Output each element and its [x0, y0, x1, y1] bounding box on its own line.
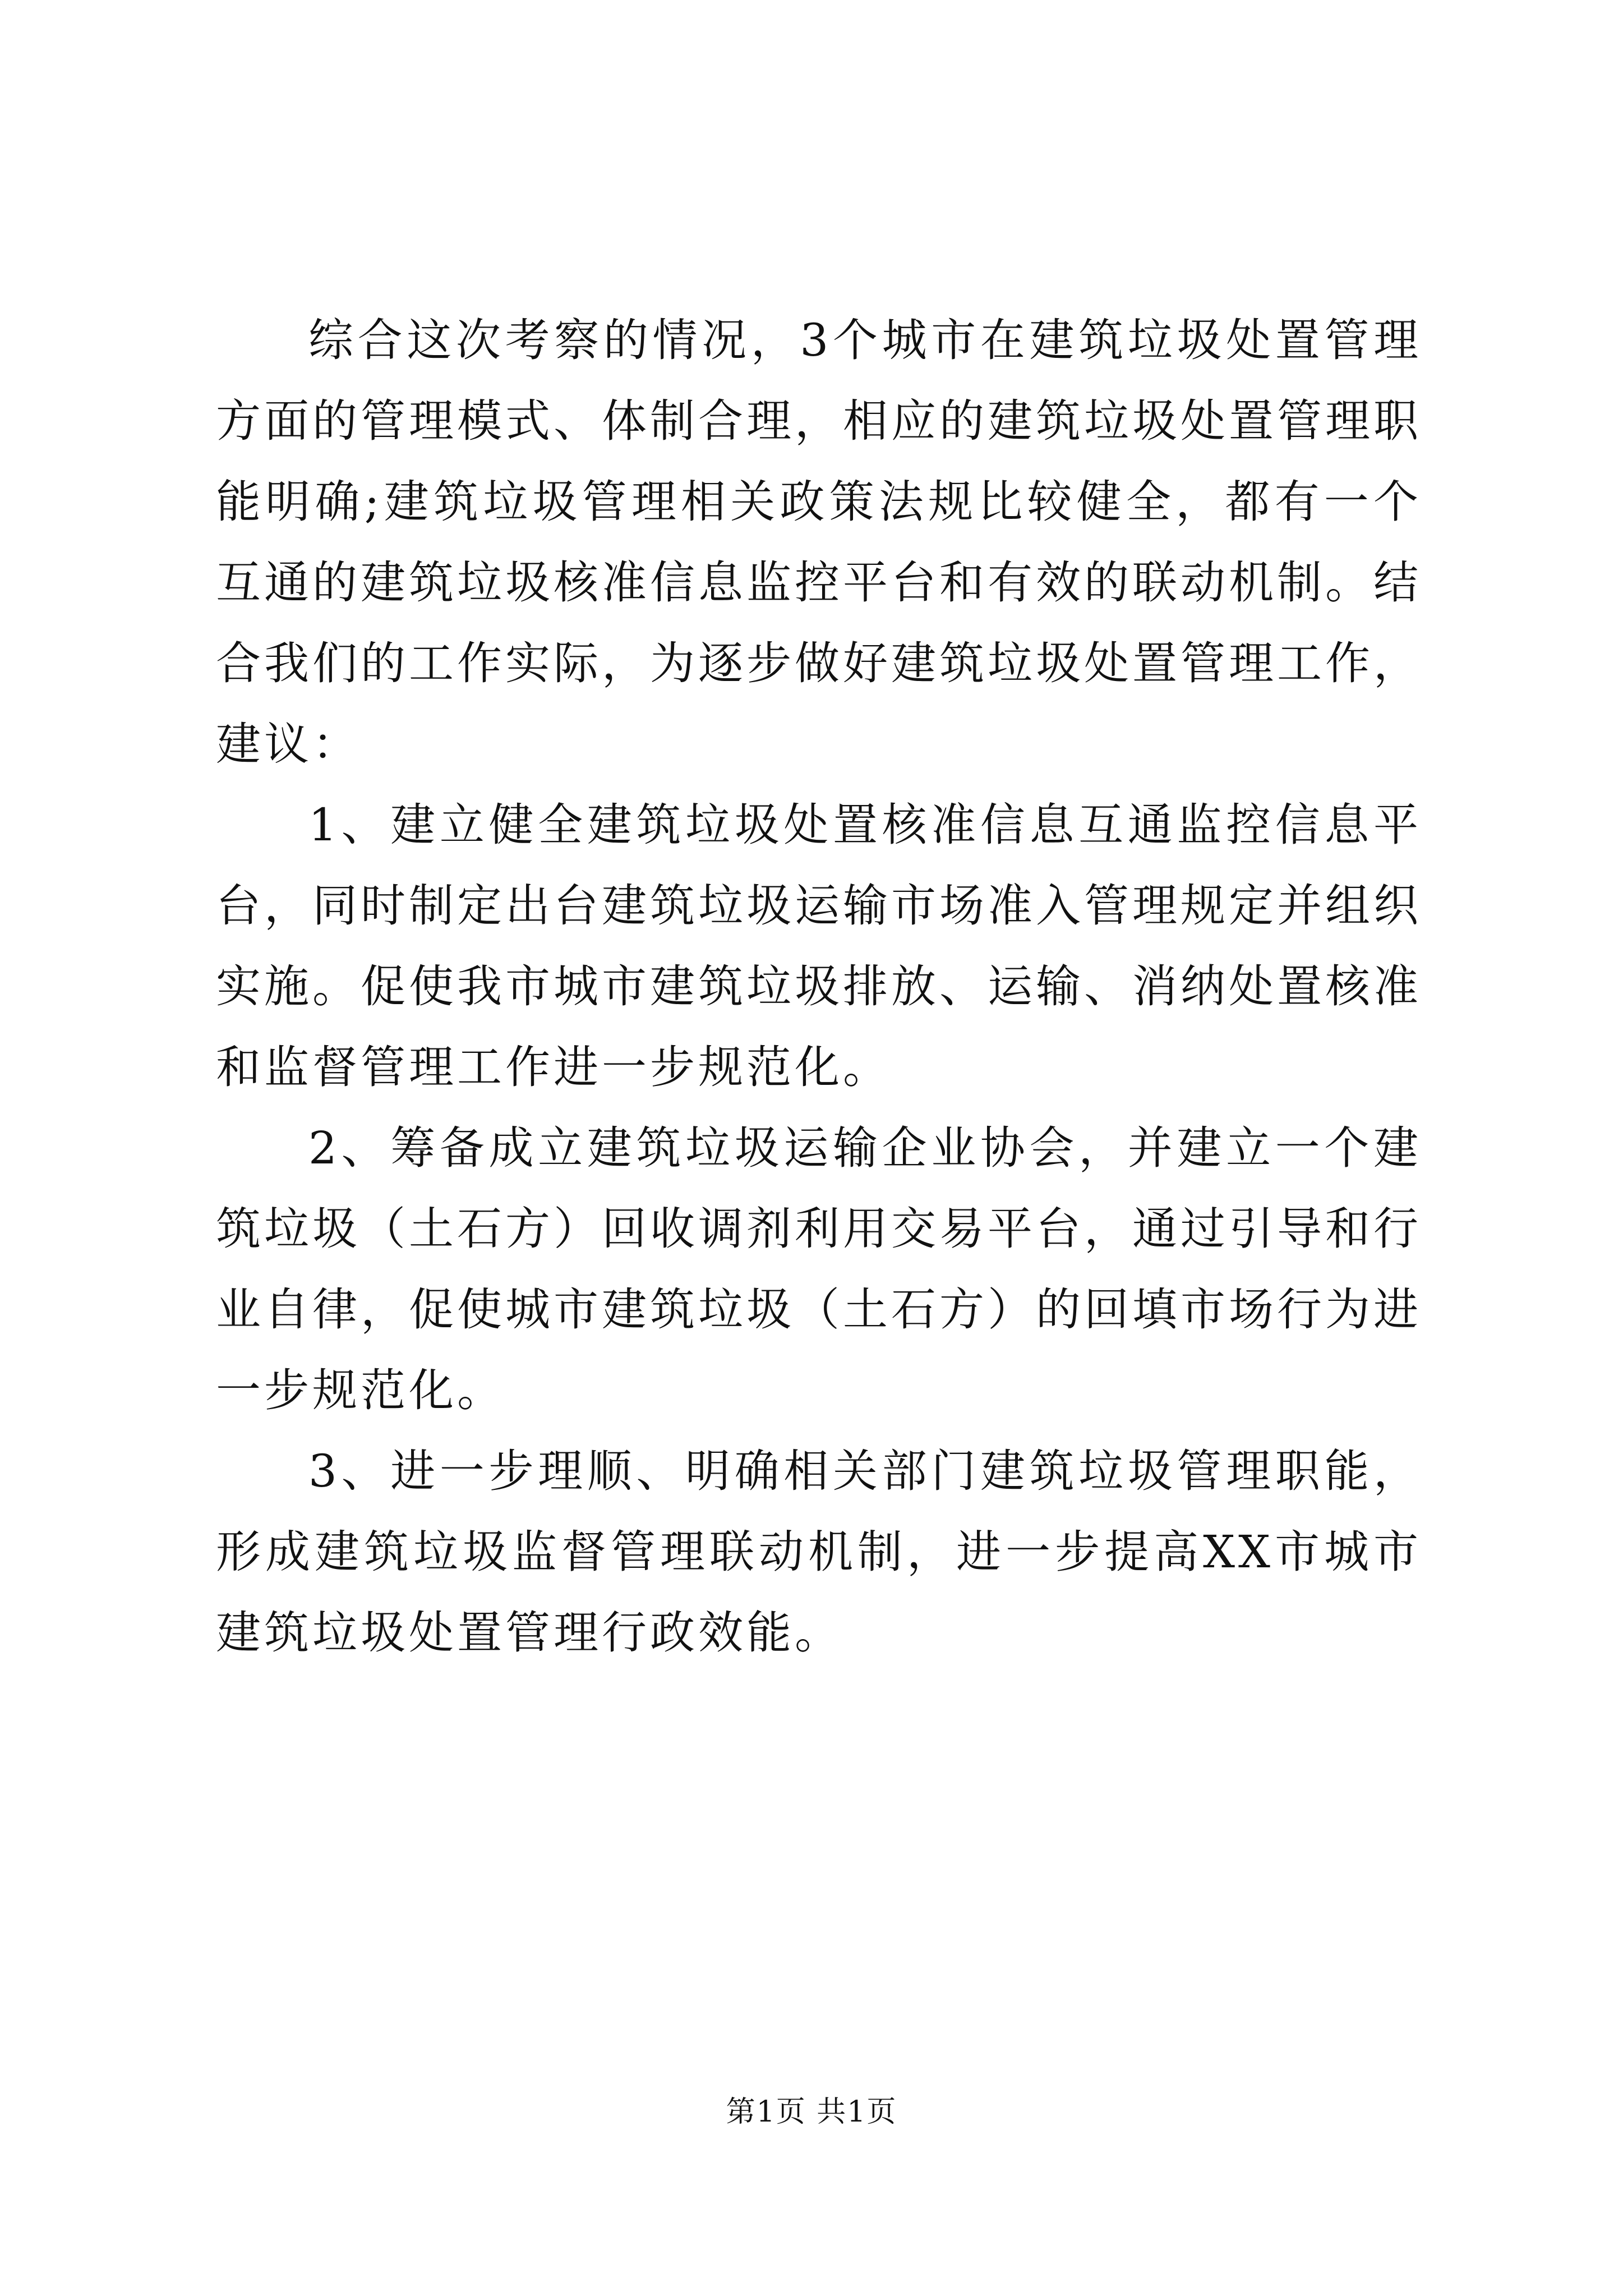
paragraph-summary: 综合这次考察的情况，3个城市在建筑垃圾处置管理方面的管理模式、体制合理，相应的建筑垃圾处置管理职能明确;建筑垃圾管理相关政策法规比较健全，都有一个互通的建筑垃圾核准信息监控平台和有效的联动机制。结合我们的工作实际，为逐步做好建筑垃圾处置管理工作，建议： [216, 314, 1422, 770]
paragraph-suggestion-3: 3、进一步理顺、明确相关部门建筑垃圾管理职能，形成建筑垃圾监督管理联动机制，进一步提高XX市城市建筑垃圾处置管理行政效能。 [216, 1445, 1422, 1659]
paragraph-suggestion-2: 2、筹备成立建筑垃圾运输企业协会，并建立一个建筑垃圾（土石方）回收调剂利用交易平台，通过引导和行业自律，促使城市建筑垃圾（土石方）的回填市场行为进一步规范化。 [216, 1122, 1422, 1416]
paragraph-suggestion-1: 1、建立健全建筑垃圾处置核准信息互通监控信息平台，同时制定出台建筑垃圾运输市场准入管理规定并组织实施。促使我市城市建筑垃圾排放、运输、消纳处置核准和监督管理工作进一步规范化。 [216, 799, 1422, 1093]
document-body [216, 300, 1422, 1673]
page-footer: 第1页 共1页 [726, 2095, 897, 2129]
